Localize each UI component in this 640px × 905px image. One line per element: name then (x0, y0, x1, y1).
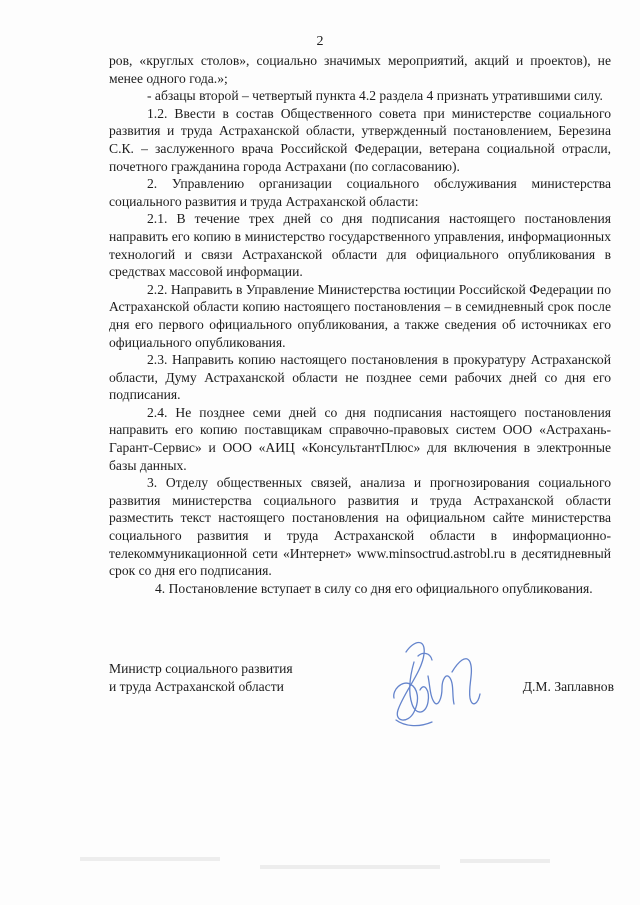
paragraph: 2. Управлению организации социального обслуживания министерства социального развития и труда Астраханской области: (109, 176, 611, 209)
paragraph: 2.1. В течение трех дней со дня подписания настоящего постановления направить его копию в министерство государственного управления, информационных технологий и связи Астраханской области для официального опубликования в средствах массовой информации. (109, 211, 611, 280)
page-number: 2 (316, 34, 324, 49)
paragraph: ров, «круглых столов», социально значимых мероприятий, акций и проектов), не менее одного года.»; (109, 53, 611, 86)
signer-title (109, 660, 293, 696)
reverse-side-bleed-through (60, 845, 580, 885)
paragraph: 4. Постановление вступает в силу со дня его официального опубликования. (155, 580, 593, 596)
paragraph: - абзацы второй – четвертый пункта 4.2 раздела 4 признать утратившими силу. (147, 88, 603, 104)
document-body (109, 52, 611, 597)
signer-title-line-1: Министр социального развития (109, 661, 293, 676)
handwritten-signature (374, 632, 494, 732)
signer-title-line-2: и труда Астраханской области (109, 679, 284, 694)
paragraph: 2.3. Направить копию настоящего постановления в прокуратуру Астраханской области, Думу Астраханской области не позднее семи рабочих дней со дня его подписания. (109, 352, 611, 403)
paragraph: 2.2. Направить в Управление Министерства юстиции Российской Федерации по Астраханской области копию настоящего постановления – в семидневный срок после дня его первого официального опубликования, а также сведения об источниках его официального опубликования. (109, 281, 611, 350)
signature-block (109, 660, 614, 720)
paragraph: 2.4. Не позднее семи дней со дня подписания настоящего постановления направить его копию поставщикам справочно-правовых систем ООО «Астрахань-Гарант-Сервис» и ООО «АИЦ «КонсультантПлюс» для включения в электронные базы данных. (109, 404, 611, 473)
paragraph: 3. Отделу общественных связей, анализа и прогнозирования социального развития министерства социального развития и труда Астраханской области разместить текст настоящего постановления на официальном сайте министерства социального развития и труда Астраханской области в информационно-телекоммуникационной сети «Интернет» www.minsoctrud.astrobl.ru в десятидневный срок со дня его подписания. (109, 475, 611, 579)
signer-name: Д.М. Заплавнов (522, 679, 614, 694)
paragraph: 1.2. Ввести в состав Общественного совета при министерстве социального развития и труда Астраханской области, утвержденный постановлением, Березина С.К. – заслуженного врача Российской Федерации, ветерана социальной отрасли, почетного гражданина города Астрахани (по согласованию). (109, 105, 611, 174)
